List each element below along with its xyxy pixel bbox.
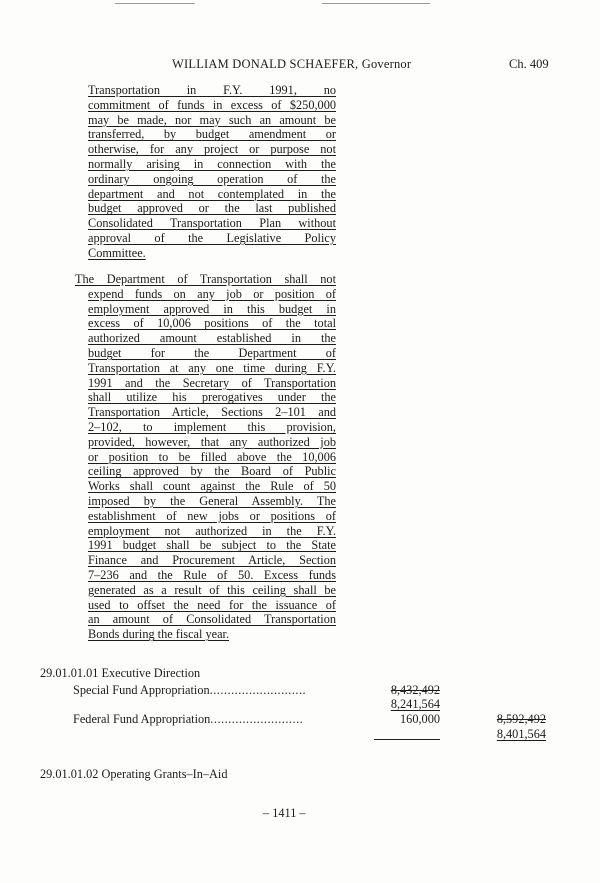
text-line: Committee. <box>88 245 146 260</box>
text-line: excess of 10,006 positions of the total <box>88 316 336 331</box>
dot-leader: .......................... <box>210 712 304 726</box>
paragraph-position-ceiling <box>75 272 336 643</box>
text-line: employment approved in this budget in <box>88 301 336 316</box>
federal-fund-amount: 160,000 <box>400 712 440 726</box>
text-line: ceiling approved by the Board of Public <box>88 464 336 479</box>
text-line: 7–236 and the Rule of 50. Excess funds <box>88 567 336 582</box>
text-line: employment not authorized in the F.Y. <box>88 523 336 538</box>
text-line: Transportation at any one time during F.Y. <box>88 360 336 375</box>
text-line: commitment of funds in excess of $250,000 <box>88 97 336 112</box>
text-line: may be made, nor may such an amount be <box>88 112 336 127</box>
text-line: normally arising in connection with the <box>88 156 336 171</box>
text-line: imposed by the General Assembly. The <box>88 493 336 508</box>
text-line: used to offset the need for the issuance of <box>88 597 336 612</box>
text-line: or position to be filled above the 10,006 <box>88 449 336 464</box>
special-fund-amount-struck: 8,432,492 <box>390 683 440 697</box>
subtotal-rule <box>374 739 440 740</box>
text-line: Transportation in F.Y. 1991, no <box>88 83 336 97</box>
page-number: – 1411 – <box>263 806 306 820</box>
text-line: 2–102, to implement this provision, <box>88 419 336 434</box>
special-fund-label-text: Special Fund Appropriation <box>73 683 210 697</box>
special-fund-label <box>73 683 306 698</box>
text-line: establishment of new jobs or positions of <box>88 508 336 523</box>
text-line: an amount of Consolidated Transportation <box>88 612 336 627</box>
total-amount-new: 8,401,564 <box>496 727 546 741</box>
text-line: Bonds during the fiscal year. <box>88 627 230 642</box>
text-line: transferred, by budget amendment or <box>88 127 336 142</box>
text-line: ordinary ongoing operation of the <box>88 171 336 186</box>
text-line: shall utilize his prerogatives under the <box>88 390 336 405</box>
text-line: 1991 budget shall be subject to the State <box>88 538 336 553</box>
text-line: provided, however, that any authorized job <box>88 434 336 449</box>
text-line: department and not contemplated in the <box>88 186 336 201</box>
text-line: approval of the Legislative Policy <box>88 230 336 245</box>
text-line: Consolidated Transportation Plan without <box>88 216 336 231</box>
text-line: Works shall count against the Rule of 50 <box>88 479 336 494</box>
text-line: Finance and Procurement Article, Section <box>88 553 336 568</box>
text-line: 1991 and the Secretary of Transportation <box>88 375 336 390</box>
text-line: budget for the Department of <box>88 345 336 360</box>
section-heading-operating-grants: 29.01.01.02 Operating Grants–In–Aid <box>40 767 228 781</box>
special-fund-amount-new: 8,241,564 <box>390 697 440 711</box>
federal-fund-label-text: Federal Fund Appropriation <box>73 712 211 726</box>
total-amount-struck: 8,592,492 <box>496 712 546 726</box>
section-heading-executive-direction: 29.01.01.01 Executive Direction <box>40 666 201 680</box>
dot-leader: ........................... <box>209 683 307 697</box>
paragraph-transportation-commitment <box>88 84 336 262</box>
text-line: otherwise, for any project or purpose not <box>88 142 336 157</box>
scan-edge-right <box>322 3 430 4</box>
federal-fund-label <box>73 712 303 727</box>
text-line: generated as a result of this ceiling shall be <box>88 582 336 597</box>
running-header-title: WILLIAM DONALD SCHAEFER, Governor <box>172 57 412 71</box>
text-line: expend funds on any job or position of <box>88 286 336 301</box>
scan-edge-left <box>115 3 195 4</box>
text-line: Transportation Article, Sections 2–101 and <box>88 405 336 420</box>
text-line: budget approved or the last published <box>88 201 336 216</box>
text-line: The Department of Transportation shall not <box>75 272 336 286</box>
chapter-number: Ch. 409 <box>509 57 549 71</box>
text-line: authorized amount established in the <box>88 331 336 346</box>
